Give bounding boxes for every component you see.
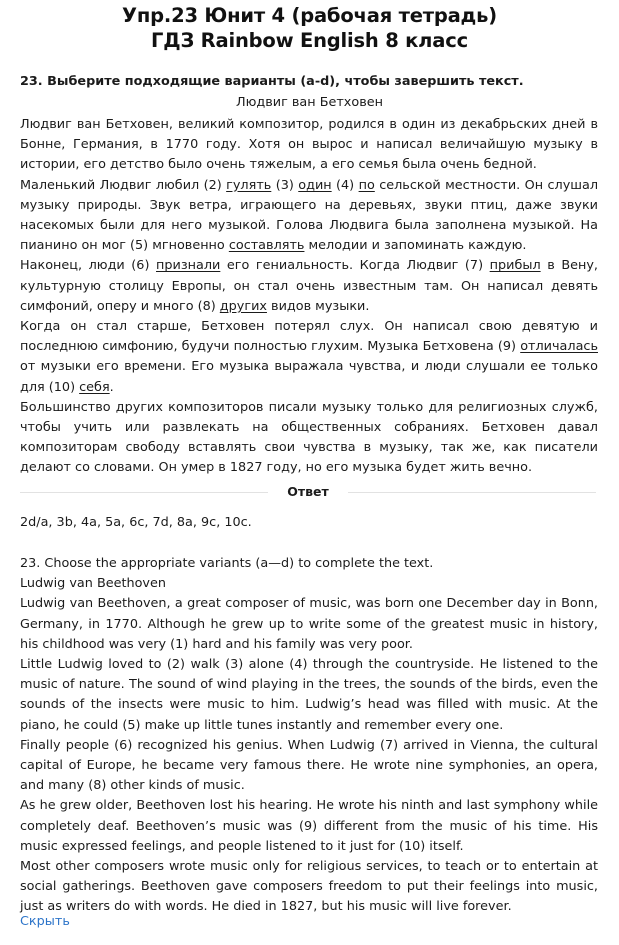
answer-text: 2d/a, 3b, 4a, 5a, 6c, 7d, 8a, 9c, 10c. bbox=[20, 515, 252, 530]
text-fragment: Маленький Людвиг любил (2) bbox=[20, 177, 227, 193]
paragraph-ru-4 bbox=[20, 317, 598, 398]
text-fragment: Когда он стал старше, Бетховен потерял слух. Он написал свою девятую и последнюю симфонию, будучи полностью глухим. Музыка Бетховена (9) bbox=[20, 319, 598, 355]
paragraph-ru-3 bbox=[20, 256, 598, 317]
text-fragment: в Вену, культурную столицу Европы, он стал очень известным там. Он написал девять симфоний, оперу и много (8) bbox=[20, 258, 598, 314]
text-fragment: мелодии и запоминать каждую. bbox=[304, 238, 527, 254]
text-fragment: . bbox=[109, 379, 114, 395]
paragraph-ru-2 bbox=[20, 176, 598, 257]
paragraph-en-4: As he grew older, Beethoven lost his hearing. He wrote his ninth and last symphony while completely deaf. Beethoven’s music was (9) different from the music of his time. His music expressed feelings, and people listened to it just for (10) itself. bbox=[20, 798, 598, 854]
text-fragment: (4) bbox=[331, 177, 359, 193]
text-body-en bbox=[20, 554, 598, 918]
text-fragment: Наконец, люди (6) bbox=[20, 258, 157, 274]
paragraph-en-2: Little Ludwig loved to (2) walk (3) alone (4) through the countryside. He listened to the music of nature. The sound of wind playing in the trees, the sounds of the birds, even the sounds of the insects were music to him. Ludwig’s head was filled with music. At the piano, he could (5) make up little tunes instantly and remember every one. bbox=[20, 657, 598, 733]
answer-word: себя bbox=[79, 379, 110, 395]
paragraph-ru-1: Людвиг ван Бетховен, великий композитор, родился в один из декабрьских дней в Бонне, Германия, в 1770 году. Хотя он вырос и написал величайшую музыку в истории, его детство было очень тяжелым, а его семья была очень бедной. bbox=[20, 117, 598, 173]
hide-link[interactable]: Скрыть bbox=[20, 914, 70, 929]
page-subtitle: ГДЗ Rainbow English 8 класс bbox=[151, 29, 468, 52]
paragraph-en-5: Most other composers wrote music only for religious services, to teach or to entertain at social gatherings. Beethoven gave composers freedom to put their feelings into music, just as writers do with words. He died in 1827, but his music will live forever. bbox=[20, 859, 598, 915]
answer-word: других bbox=[219, 298, 267, 314]
paragraph-en-1: Ludwig van Beethoven, a great composer of music, was born one December day in Bonn, Germany, in 1770. Although he grew up to write some of the greatest music in history, his childhood was very (1) hard and his family was very poor. bbox=[20, 596, 598, 652]
text-fragment: сельской местности. Он слушал музыку природы. Звук ветра, играющего на деревьях, звуки птиц, даже звуки насекомых были для него музыкой. Голова Людвига была заполнена музыкой. На пианино он мог (5) мгновенно bbox=[20, 177, 599, 254]
text-title-ru: Людвиг ван Бетховен bbox=[235, 95, 383, 110]
task-heading-en: 23. Choose the appropriate variants (a—d) to complete the text. bbox=[20, 556, 434, 571]
text-fragment: видов музыки. bbox=[266, 298, 370, 314]
task-heading-ru: 23. Выберите подходящие варианты (a-d), чтобы завершить текст. bbox=[20, 74, 524, 89]
text-title-en: Ludwig van Beethoven bbox=[20, 576, 166, 592]
answer-word: один bbox=[298, 177, 332, 193]
text-fragment: (3) bbox=[271, 177, 299, 193]
answer-word: гулять bbox=[226, 177, 272, 193]
paragraph-ru-5: Большинство других композиторов писали музыку только для религиозных служб, чтобы учить или развлекать на общественных собраниях. Бетховен давал композиторам свободу вставлять свои чувства в музыку, так же, как писатели делают со словами. Он умер в 1827 году, но его музыка будет жить вечно. bbox=[20, 399, 598, 476]
answer-word: отличалась bbox=[520, 339, 598, 355]
text-body-ru bbox=[20, 115, 598, 479]
paragraph-en-3: Finally people (6) recognized his genius. When Ludwig (7) arrived in Vienna, the cultural capital of Europe, he became very famous there. He wrote nine symphonies, an opera, and many (8) other kinds of music. bbox=[20, 737, 598, 794]
text-fragment: от музыки его времени. Его музыка выражала чувства, и люди слушали ее только для (10) bbox=[20, 359, 598, 395]
answer-divider bbox=[20, 483, 596, 503]
answer-word: признали bbox=[156, 258, 221, 274]
answer-word: прибыл bbox=[489, 258, 541, 274]
answer-label: Ответ bbox=[287, 484, 329, 499]
text-fragment: его гениальность. Когда Людвиг (7) bbox=[220, 258, 490, 274]
page-title: Упр.23 Юнит 4 (рабочая тетрадь) bbox=[122, 4, 497, 27]
divider-line-right bbox=[348, 492, 596, 493]
answer-word: по bbox=[358, 177, 375, 193]
answer-word: составлять bbox=[228, 238, 305, 254]
